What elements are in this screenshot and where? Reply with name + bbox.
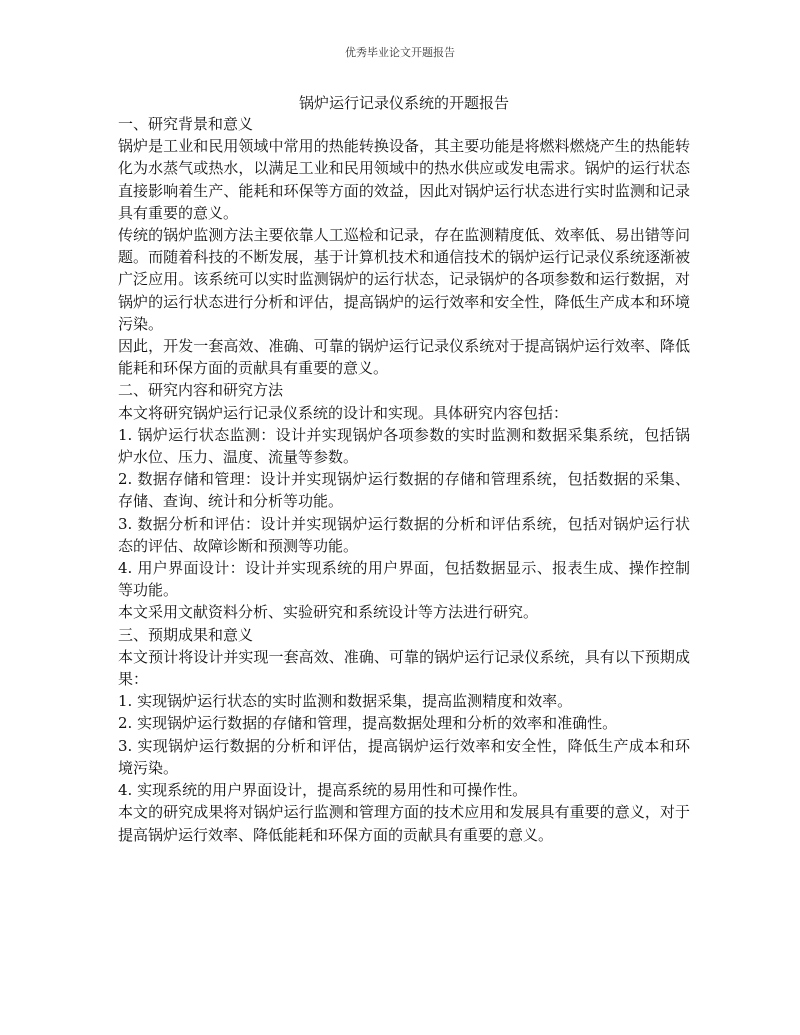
list-item: 3. 实现锅炉运行数据的分析和评估，提高锅炉运行效率和安全性，降低生产成本和环境污染。: [118, 736, 690, 777]
list-item: 4. 实现系统的用户界面设计，提高系统的易用性和可操作性。: [118, 781, 528, 800]
section-heading-2: 二、研究内容和研究方法: [118, 381, 284, 400]
list-item: 1. 实现锅炉运行状态的实时监测和数据采集，提高监测精度和效率。: [118, 692, 573, 711]
section-heading-1: 一、研究背景和意义: [118, 115, 254, 133]
section-heading-3: 三、预期成果和意义: [118, 625, 254, 644]
paragraph: 本文采用文献资料分析、实验研究和系统设计等方法进行研究。: [118, 603, 539, 622]
document-body: [118, 93, 690, 846]
list-item: 4. 用户界面设计：设计并实现系统的用户界面，包括数据显示、报表生成、操作控制等功能。: [118, 559, 690, 600]
list-item: 2. 数据存储和管理：设计并实现锅炉运行数据的存储和管理系统，包括数据的采集、存储、查询、统计和分析等功能。: [118, 470, 690, 511]
paragraph: 传统的锅炉监测方法主要依靠人工巡检和记录，存在监测精度低、效率低、易出错等问题。而随着科技的不断发展，基于计算机技术和通信技术的锅炉运行记录仪系统逐渐被广泛应用。该系统可以实时监测锅炉的运行状态，记录锅炉的各项参数和运行数据，对锅炉的运行状态进行分析和评估，提高锅炉的运行效率和安全性，降低生产成本和环境污染。: [118, 226, 690, 333]
paragraph: 锅炉是工业和民用领域中常用的热能转换设备，其主要功能是将燃料燃烧产生的热能转化为水蒸气或热水，以满足工业和民用领域中的热水供应或发电需求。锅炉的运行状态直接影响着生产、能耗和环保等方面的效益，因此对锅炉运行状态进行实时监测和记录具有重要的意义。: [118, 137, 690, 222]
paragraph: 本文预计将设计并实现一套高效、准确、可靠的锅炉运行记录仪系统，具有以下预期成果：: [118, 647, 690, 689]
document-title: 锅炉运行记录仪系统的开题报告: [298, 94, 509, 112]
paragraph: 本文的研究成果将对锅炉运行监测和管理方面的技术应用和发展具有重要的意义，对于提高锅炉运行效率、降低能耗和环保方面的贡献具有重要的意义。: [118, 803, 690, 844]
page-header: 优秀毕业论文开题报告: [345, 46, 455, 59]
list-item: 2. 实现锅炉运行数据的存储和管理，提高数据处理和分析的效率和准确性。: [118, 714, 618, 733]
list-item: 1. 锅炉运行状态监测：设计并实现锅炉各项参数的实时监测和数据采集系统，包括锅炉水位、压力、温度、流量等参数。: [118, 425, 690, 467]
paragraph: 因此，开发一套高效、准确、可靠的锅炉运行记录仪系统对于提高锅炉运行效率、降低能耗和环保方面的贡献具有重要的意义。: [118, 337, 690, 378]
paragraph: 本文将研究锅炉运行记录仪系统的设计和实现。具体研究内容包括：: [118, 403, 569, 422]
list-item: 3. 数据分析和评估：设计并实现锅炉运行数据的分析和评估系统，包括对锅炉运行状态的评估、故障诊断和预测等功能。: [118, 514, 690, 555]
